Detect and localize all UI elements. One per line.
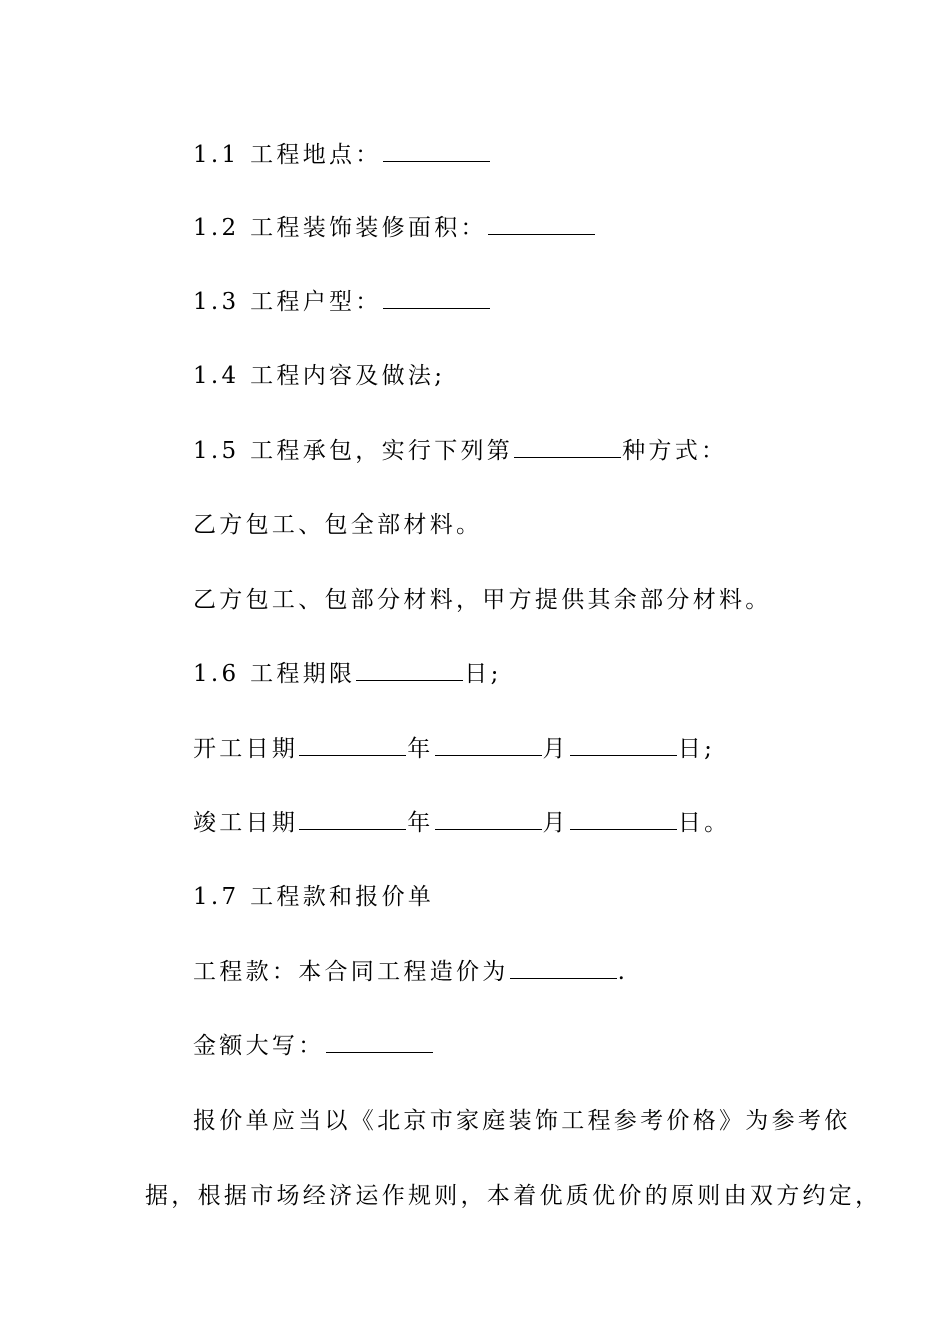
- quotation-paragraph-line-1: [193, 1106, 851, 1136]
- clause-1-7: [193, 882, 434, 912]
- clause-1-2: [193, 213, 596, 243]
- start-date-label: 开工日期: [193, 736, 299, 762]
- clause-1-3-text: 1.3 工程户型：: [193, 289, 382, 315]
- blank-field: [570, 811, 677, 830]
- clause-1-1-text: 1.1 工程地点：: [193, 142, 382, 168]
- quotation-text-2: 据，根据市场经济运作规则，本着优质优价的原则由双方约定，: [145, 1183, 882, 1209]
- start-date: [193, 734, 715, 764]
- quotation-text-1: 报价单应当以《北京市家庭装饰工程参考价格》为参考依: [193, 1108, 851, 1134]
- blank-field: [383, 143, 490, 162]
- quotation-paragraph-line-2: [145, 1181, 881, 1211]
- clause-1-6: [193, 659, 502, 689]
- blank-field: [510, 960, 617, 979]
- blank-field: [488, 216, 595, 235]
- clause-1-5-suffix: 种方式：: [622, 438, 728, 464]
- project-cost-text: 工程款：本合同工程造价为: [193, 959, 509, 985]
- clause-1-4-text: 1.4 工程内容及做法;: [193, 363, 446, 389]
- amount-in-words-label: 金额大写：: [193, 1033, 325, 1059]
- clause-1-2-text: 1.2 工程装饰装修面积：: [193, 215, 487, 241]
- blank-field: [356, 662, 463, 681]
- end-date-label: 竣工日期: [193, 810, 299, 836]
- clause-1-1: [193, 140, 491, 170]
- day-label: 日;: [677, 736, 716, 762]
- blank-field: [299, 811, 406, 830]
- clause-1-3: [193, 287, 491, 317]
- blank-field: [570, 737, 677, 756]
- project-cost: [193, 957, 628, 987]
- year-label: 年: [407, 810, 434, 836]
- clause-1-7-text: 1.7 工程款和报价单: [193, 884, 435, 910]
- year-label: 年: [407, 736, 434, 762]
- blank-field: [435, 811, 542, 830]
- clause-1-5: [193, 436, 727, 466]
- option-a: [193, 510, 482, 540]
- blank-field: [299, 737, 406, 756]
- end-date: [193, 808, 730, 838]
- clause-1-6-text: 1.6 工程期限: [193, 661, 356, 687]
- clause-1-6-suffix: 日;: [464, 661, 502, 687]
- blank-field: [383, 290, 490, 309]
- blank-field: [435, 737, 542, 756]
- clause-1-5-text: 1.5 工程承包，实行下列第: [193, 438, 514, 464]
- month-label: 月: [542, 810, 569, 836]
- amount-in-words: [193, 1031, 434, 1061]
- option-b-text: 乙方包工、包部分材料，甲方提供其余部分材料。: [193, 587, 772, 613]
- project-cost-suffix: .: [617, 959, 629, 985]
- option-a-text: 乙方包工、包全部材料。: [193, 512, 483, 538]
- month-label: 月: [542, 736, 569, 762]
- clause-1-4: [193, 361, 445, 391]
- option-b: [193, 585, 772, 615]
- day-label: 日。: [677, 810, 731, 836]
- blank-field: [326, 1034, 433, 1053]
- blank-field: [514, 439, 621, 458]
